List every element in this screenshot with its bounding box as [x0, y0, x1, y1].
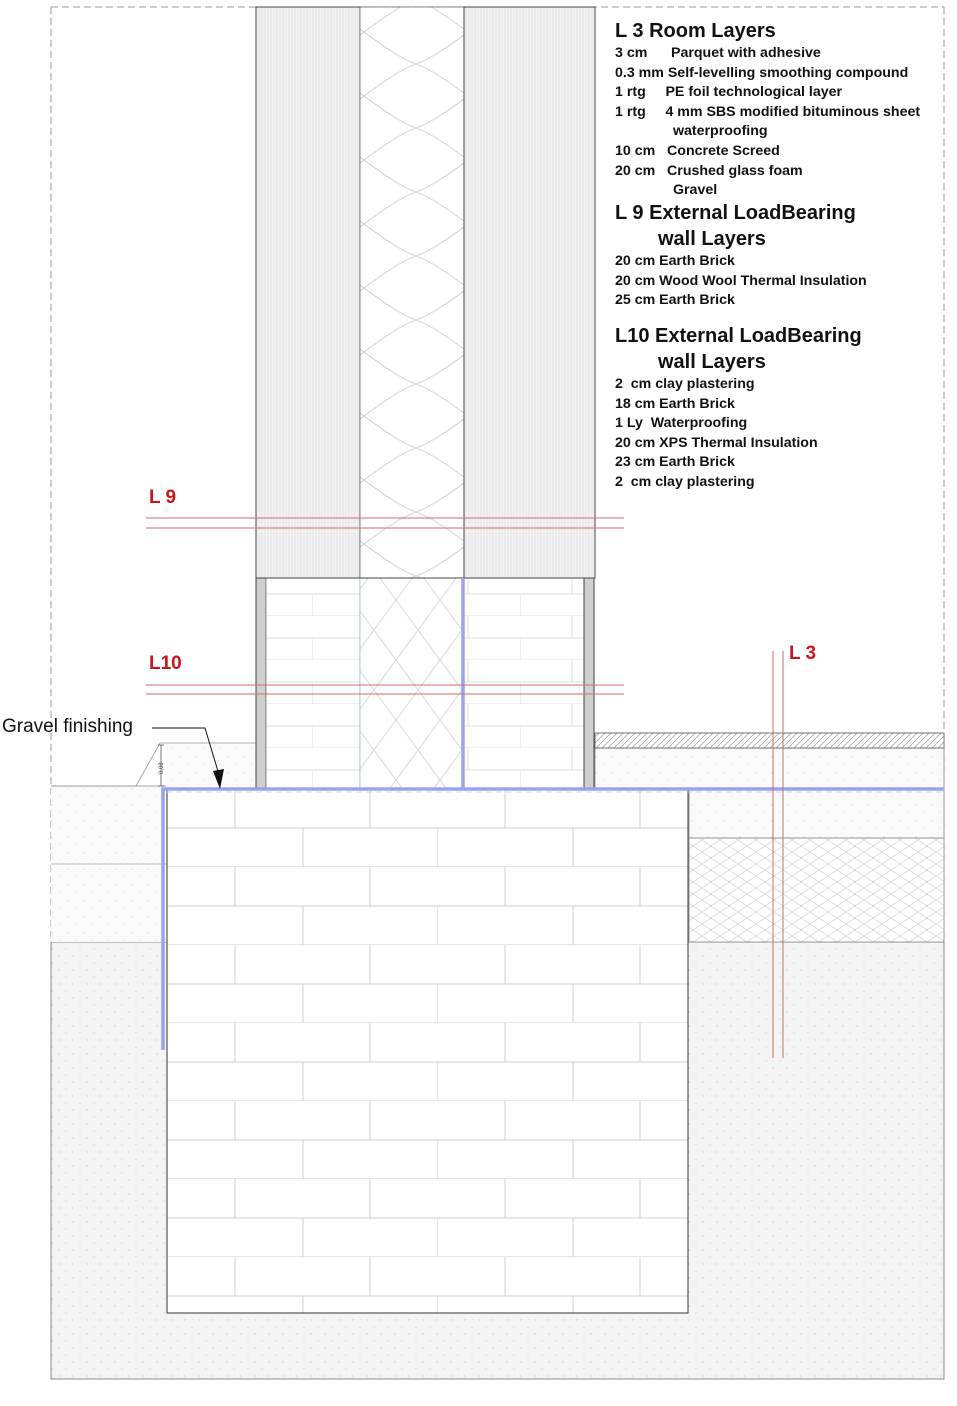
- legend-line: 2 cm clay plastering: [615, 473, 755, 490]
- legend-line: 1 rtg PE foil technological layer: [615, 84, 843, 101]
- legend-line: Gravel: [673, 182, 718, 199]
- legend-line: 3 cm Parquet with adhesive: [615, 45, 821, 61]
- section-tag-l10: L10: [149, 653, 182, 674]
- dimension-value: 0.08: [159, 762, 165, 774]
- legend-line: waterproofing: [673, 123, 768, 140]
- legend-l10-subtitle: wall Layers: [658, 351, 766, 373]
- wall-l9-wood-wool: [360, 7, 464, 578]
- gravel-finishing-label: Gravel finishing: [2, 716, 133, 737]
- legend-line: 10 cm Concrete Screed: [615, 142, 780, 159]
- foundation-earth-brick: [167, 789, 688, 1313]
- legend-line: 23 cm Earth Brick: [615, 454, 735, 471]
- legend-l9-title: L 9 External LoadBearing: [615, 202, 856, 224]
- section-tag-l9: L 9: [149, 487, 177, 508]
- legend-line: 18 cm Earth Brick: [615, 395, 735, 412]
- legend-l9-subtitle: wall Layers: [658, 228, 766, 250]
- crushed-glass-foam-layer: [689, 838, 944, 942]
- legend-line: 2 cm clay plastering: [615, 376, 755, 392]
- legend-line: 20 cm Earth Brick: [615, 253, 735, 269]
- wall-l10-brick-left: [266, 578, 360, 788]
- wall-l10-plaster-right: [584, 578, 594, 788]
- legend-l3-title: L 3 Room Layers: [615, 20, 776, 42]
- screed-upper-layer: [595, 748, 944, 788]
- parquet-layer: [595, 733, 944, 748]
- wall-l9-inner-brick: [256, 7, 360, 578]
- legend-line: 20 cm XPS Thermal Insulation: [615, 434, 818, 451]
- wall-l10-plaster-left: [256, 578, 266, 788]
- legend-line: 0.3 mm Self-levelling smoothing compound: [615, 64, 909, 81]
- legend-l3: [615, 18, 920, 201]
- section-tag-l3: L 3: [789, 643, 817, 664]
- concrete-screed-layer: [689, 790, 944, 838]
- legend-line: 25 cm Earth Brick: [615, 292, 735, 309]
- wall-l10-xps: [360, 578, 462, 788]
- legend-line: 1 Ly Waterproofing: [615, 415, 748, 432]
- legend-line: 20 cm Crushed glass foam: [615, 162, 803, 179]
- wall-l10-brick-right: [464, 578, 584, 788]
- legend-l10: [615, 323, 862, 493]
- legend-l10-title: L10 External LoadBearing: [615, 325, 862, 347]
- legend-l9: [615, 200, 867, 311]
- legend-line: 20 cm Wood Wool Thermal Insulation: [615, 272, 867, 289]
- legend-line: 1 rtg 4 mm SBS modified bituminous sheet: [615, 103, 921, 120]
- wall-l9-outer-brick: [464, 7, 595, 578]
